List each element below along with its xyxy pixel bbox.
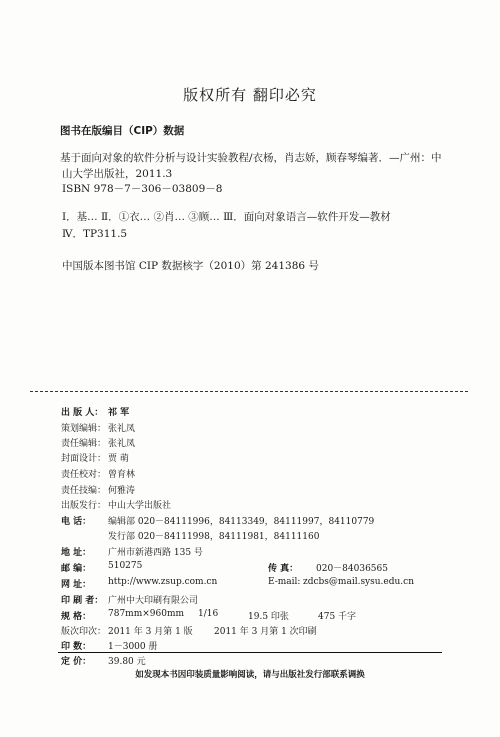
website-value: http://www.zsup.com.cn: [108, 577, 218, 587]
cip-classification-1: Ⅰ．基… Ⅱ．①衣… ②肖… ③顾… Ⅲ．面向对象语言—软件开发—教材: [62, 211, 391, 223]
edition-label: 版次印次：: [61, 627, 107, 637]
technical-editor-label: 责任技编：: [61, 486, 107, 496]
publisher-label: 出版发行：: [61, 501, 107, 511]
edition-value: 2011 年 3 月第 1 版: [108, 627, 193, 637]
specification-words: 475 千字: [318, 612, 357, 622]
cip-record-number: 中国版本图书馆 CIP 数据核字（2010）第 241386 号: [62, 260, 319, 272]
phone-editorial: 编辑部 020－84111996，84113349，84111997，84110779: [108, 517, 375, 527]
specification-size: 787mm×960mm: [108, 609, 185, 619]
printer-value: 广州中大印刷有限公司: [108, 596, 199, 606]
planning-editor-value: 张礼凤: [108, 424, 136, 434]
cip-title-line-1: 基于面向对象的软件分析与设计实验教程/衣杨，肖志娇，顾春琴编著．—广州：中: [60, 152, 442, 164]
print-run-value: 1－3000 册: [108, 642, 158, 652]
publisher-value: 中山大学出版社: [108, 501, 172, 511]
phone-distribution: 发行部 020－84111998，84111981，84111160: [108, 532, 320, 542]
cip-title-line-2: 山大学出版社，2011.3: [62, 168, 173, 180]
cover-design-label: 封面设计：: [61, 454, 107, 464]
postcode-label: 邮 编：: [61, 564, 92, 574]
cip-classification-2: Ⅳ．TP311.5: [62, 228, 128, 240]
specification-sheets: 19.5 印张: [248, 612, 289, 622]
postcode-value: 510275: [108, 561, 143, 571]
email-value: zdcbs@mail.sysu.edu.cn: [303, 577, 415, 587]
footer-notice: 如发现本书因印装质量影响阅读，请与出版社发行部联系调换: [135, 670, 365, 680]
responsible-editor-label: 责任编辑：: [61, 439, 107, 449]
specification-format: 1/16: [198, 609, 219, 619]
address-value: 广州市新港西路 135 号: [108, 548, 203, 558]
phone-label: 电 话：: [61, 517, 92, 527]
fax-value: 020－84036565: [316, 564, 388, 574]
printer-label: 印 刷 者：: [61, 596, 104, 606]
proofreader-value: 曾育林: [108, 470, 136, 480]
cover-design-value: 贾 萌: [108, 454, 129, 464]
print-run-label: 印 数：: [61, 642, 92, 652]
website-label: 网 址：: [61, 580, 92, 590]
printing-value: 2011 年 3 月第 1 次印刷: [214, 627, 317, 637]
footer-rule: [58, 652, 442, 653]
publisher-person-label: 出 版 人：: [61, 408, 104, 418]
proofreader-label: 责任校对：: [61, 470, 107, 480]
address-label: 地 址：: [61, 548, 92, 558]
cip-isbn: ISBN 978－7－306－03809－8: [62, 183, 223, 195]
planning-editor-label: 策划编辑：: [61, 424, 107, 434]
price-label: 定 价：: [61, 657, 92, 667]
technical-editor-value: 何雅涛: [108, 486, 136, 496]
email-label: E-mail:: [268, 577, 301, 587]
cip-heading: 图书在版编目（CIP）数据: [60, 125, 185, 137]
publisher-person-value: 祁 军: [108, 408, 130, 418]
copyright-notice: 版权所有 翻印必究: [183, 86, 317, 104]
section-divider: [30, 391, 468, 392]
price-value: 39.80 元: [108, 657, 146, 667]
specification-label: 规 格：: [61, 612, 92, 622]
responsible-editor-value: 张礼凤: [108, 439, 136, 449]
fax-label: 传 真：: [268, 564, 299, 574]
